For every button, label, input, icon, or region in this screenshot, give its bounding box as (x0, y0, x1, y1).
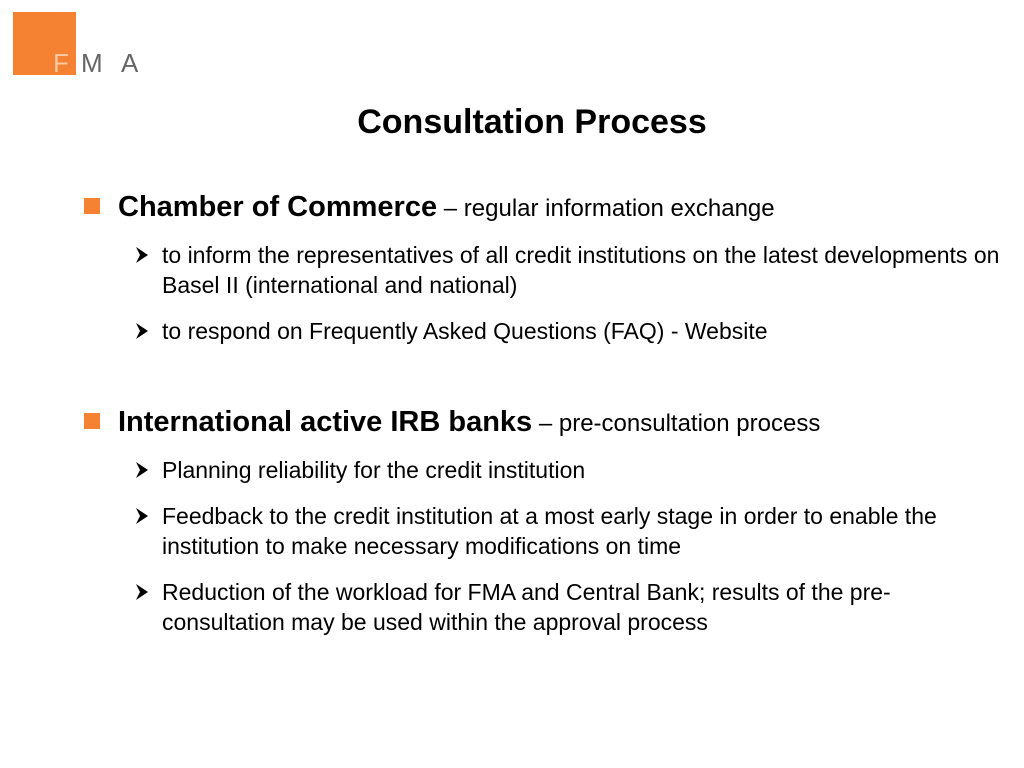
section-heading (80, 190, 1000, 229)
list-item-text: Reduction of the workload for FMA and Central Bank; results of the pre-consultation may be used within the approval process (162, 579, 891, 635)
list-item-text: Planning reliability for the credit institution (162, 457, 586, 483)
slide-title: Consultation Process (357, 103, 707, 141)
square-bullet-icon (84, 413, 100, 429)
list-item-text: Feedback to the credit institution at a most early stage in order to enable the institution to make necessary modifications on time (162, 503, 937, 559)
list-item (80, 316, 1000, 346)
section-heading-bold: International active IRB banks (118, 406, 533, 438)
section-heading-bold: Chamber of Commerce (118, 191, 438, 223)
bullet-list (80, 455, 1000, 637)
arrow-bullet-icon (134, 461, 150, 479)
arrow-bullet-icon (134, 583, 150, 601)
list-item (80, 455, 1000, 485)
logo-letter-f: F (53, 48, 69, 78)
logo-letter-m: M (81, 48, 103, 78)
arrow-bullet-icon (134, 246, 150, 264)
list-item-text: to inform the representatives of all credit institutions on the latest developments on Basel II (international and national) (162, 242, 1000, 298)
logo-letter-a: A (121, 48, 139, 78)
arrow-bullet-icon (134, 322, 150, 340)
list-item (80, 577, 1000, 637)
section-chamber-of-commerce (80, 190, 1000, 346)
list-item-text: to respond on Frequently Asked Questions (FAQ) - Website (162, 318, 768, 344)
section-irb-banks (80, 405, 1000, 637)
section-heading (80, 405, 1000, 444)
section-heading-rest: – regular information exchange (437, 195, 775, 222)
arrow-bullet-icon (134, 507, 150, 525)
square-bullet-icon (84, 198, 100, 214)
list-item (80, 240, 1000, 300)
list-item (80, 501, 1000, 561)
section-heading-rest: – pre-consultation process (532, 410, 821, 437)
bullet-list (80, 240, 1000, 346)
